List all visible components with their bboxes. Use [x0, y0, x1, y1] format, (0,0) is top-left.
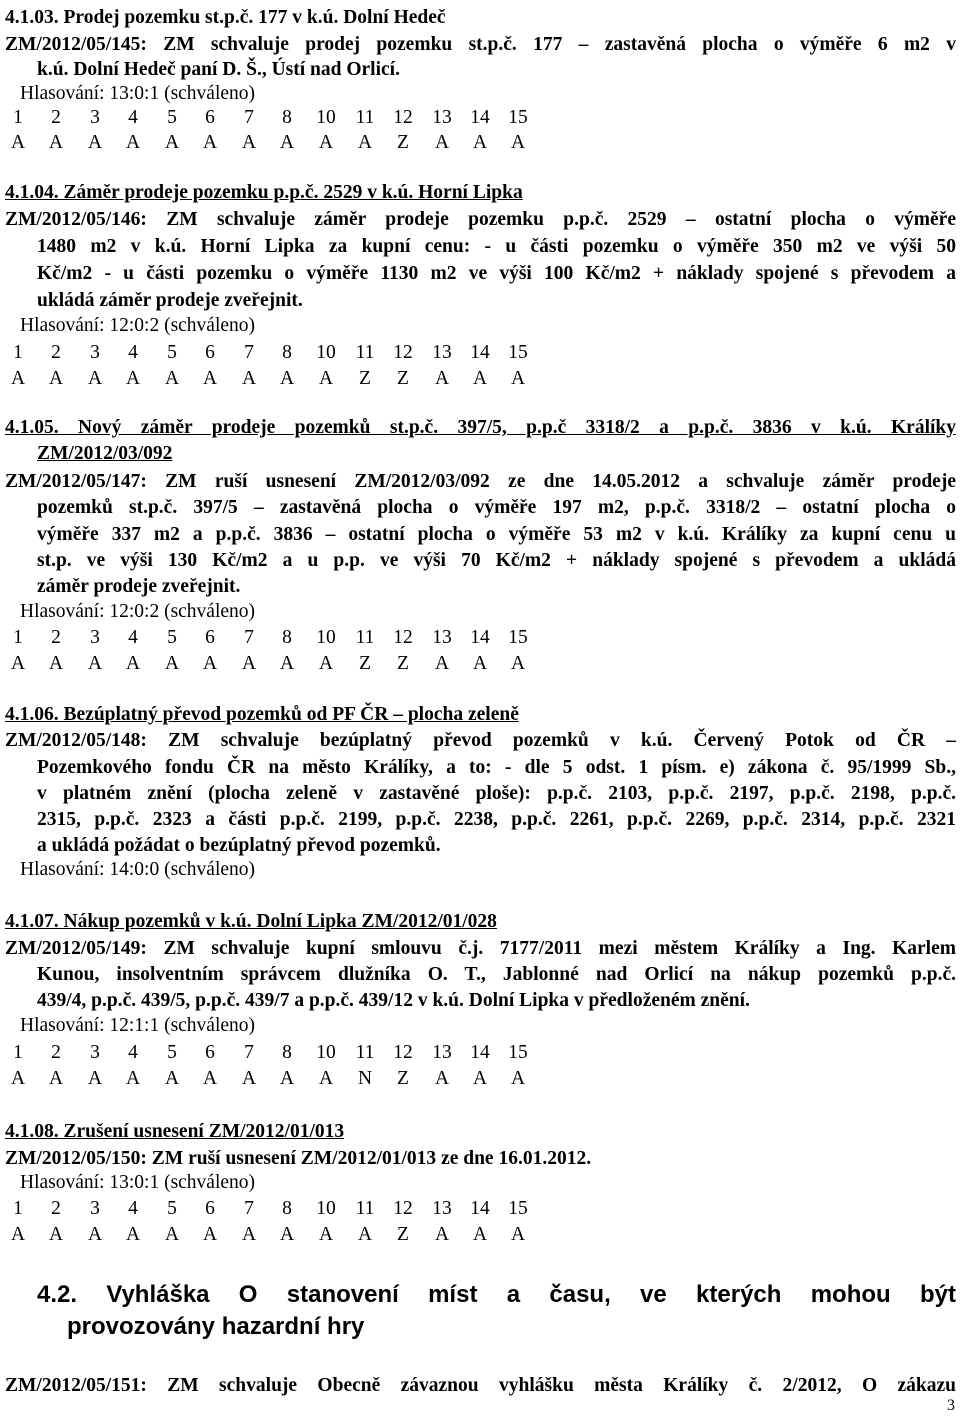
vote-value: A	[48, 368, 64, 389]
vote-member-number: 8	[282, 107, 292, 128]
resolution-line: k.ú. Dolní Hedeč paní D. Š., Ústí nad Orlicí.	[37, 59, 400, 80]
vote-value: Z	[397, 1068, 409, 1089]
vote-value: A	[472, 1068, 488, 1089]
resolution-line: 2315, p.p.č. 2323 a části p.p.č. 2199, p.p.č. 2238, p.p.č. 2261, p.p.č. 2269, p.p.č. 2314, p.p.č. 2321	[37, 809, 956, 830]
vote-member-number: 2	[51, 342, 61, 363]
vote-value: A	[87, 653, 103, 674]
vote-member-number: 6	[205, 627, 215, 648]
section-heading-4-2: 4.2. Vyhláška O stanovení míst a času, ve kterých mohou být	[37, 1281, 956, 1308]
vote-member-number: 11	[355, 107, 375, 128]
vote-value: A	[48, 132, 64, 153]
vote-member-number: 12	[393, 1042, 413, 1063]
vote-member-number: 6	[205, 1198, 215, 1219]
vote-member-number: 8	[282, 627, 292, 648]
vote-member-number: 11	[355, 342, 375, 363]
vote-value: A	[10, 1068, 26, 1089]
vote-member-number: 15	[508, 107, 528, 128]
vote-value: A	[434, 1224, 450, 1245]
vote-member-number: 3	[90, 1198, 100, 1219]
vote-value: Z	[359, 653, 371, 674]
vote-member-number: 7	[244, 107, 254, 128]
resolution-line: v platném znění (plocha zeleně v zastavěné ploše): p.p.č. 2103, p.p.č. 2197, p.p.č. 2198, p.p.č.	[37, 783, 956, 804]
vote-member-number: 6	[205, 107, 215, 128]
vote-member-number: 3	[90, 342, 100, 363]
vote-value: A	[48, 1224, 64, 1245]
vote-value: A	[125, 653, 141, 674]
resolution-line: ukládá záměr prodeje zveřejnit.	[37, 290, 303, 311]
vote-value: A	[10, 368, 26, 389]
vote-value: A	[87, 132, 103, 153]
vote-member-number: 4	[128, 1198, 138, 1219]
vote-value: A	[318, 653, 334, 674]
vote-value: A	[510, 1068, 526, 1089]
vote-member-number: 10	[316, 342, 336, 363]
vote-member-number: 14	[470, 1042, 490, 1063]
resolution-line: 439/4, p.p.č. 439/5, p.p.č. 439/7 a p.p.č. 439/12 v k.ú. Dolní Lipka v předloženém znění.	[37, 990, 750, 1011]
vote-member-number: 2	[51, 107, 61, 128]
vote-value: A	[87, 1068, 103, 1089]
vote-value: A	[164, 1224, 180, 1245]
section-heading-4-1-05: 4.1.05. Nový záměr prodeje pozemků st.p.č. 397/5, p.p.č 3318/2 a p.p.č. 3836 v k.ú. Králíky	[5, 417, 956, 438]
resolution-line: Kč/m2 - u části pozemku o výměře 1130 m2 ve výši 100 Kč/m2 + náklady spojené s převodem a	[37, 263, 956, 284]
vote-member-number: 11	[355, 1042, 375, 1063]
vote-value: A	[10, 653, 26, 674]
vote-member-number: 2	[51, 1042, 61, 1063]
section-heading-4-2-continued: provozovány hazardní hry	[67, 1313, 365, 1340]
vote-value: A	[48, 653, 64, 674]
vote-value: A	[202, 368, 218, 389]
vote-member-number: 7	[244, 1042, 254, 1063]
resolution-line: Kunou, insolventním správcem dlužníka O. T., Jablonné nad Orlicí na nákup pozemků p.p.č.	[37, 964, 956, 985]
vote-value: A	[202, 1224, 218, 1245]
vote-value: A	[472, 132, 488, 153]
vote-value: A	[434, 368, 450, 389]
vote-member-number: 1	[13, 1198, 23, 1219]
vote-value: A	[241, 132, 257, 153]
vote-value: A	[318, 368, 334, 389]
vote-member-number: 1	[13, 627, 23, 648]
vote-member-number: 1	[13, 342, 23, 363]
vote-member-number: 4	[128, 1042, 138, 1063]
vote-value: A	[87, 1224, 103, 1245]
vote-member-number: 5	[167, 627, 177, 648]
vote-member-number: 11	[355, 627, 375, 648]
vote-member-number: 10	[316, 627, 336, 648]
vote-value: A	[434, 653, 450, 674]
vote-result: Hlasování: 13:0:1 (schváleno)	[20, 83, 256, 104]
vote-result: Hlasování: 12:0:2 (schváleno)	[20, 315, 256, 336]
vote-value: A	[241, 1068, 257, 1089]
vote-value: A	[164, 1068, 180, 1089]
vote-value: A	[10, 1224, 26, 1245]
vote-value: A	[164, 132, 180, 153]
vote-member-number: 8	[282, 1042, 292, 1063]
vote-value: A	[279, 132, 295, 153]
vote-member-number: 15	[508, 1042, 528, 1063]
vote-value: A	[241, 653, 257, 674]
resolution-line: Pozemkového fondu ČR na město Králíky, a to: - dle 5 odst. 1 písm. e) zákona č. 95/1999 Sb.,	[37, 757, 956, 778]
vote-value: A	[357, 132, 373, 153]
vote-member-number: 12	[393, 1198, 413, 1219]
vote-result: Hlasování: 12:1:1 (schváleno)	[20, 1015, 256, 1036]
section-heading-4-1-08: 4.1.08. Zrušení usnesení ZM/2012/01/013	[5, 1121, 345, 1142]
vote-value: A	[87, 368, 103, 389]
vote-value: A	[434, 132, 450, 153]
vote-value: Z	[397, 132, 409, 153]
vote-member-number: 6	[205, 1042, 215, 1063]
resolution-line: ZM/2012/05/147: ZM ruší usnesení ZM/2012/03/092 ze dne 14.05.2012 a schvaluje záměr prodeje	[5, 471, 956, 492]
vote-member-number: 10	[316, 107, 336, 128]
vote-member-number: 3	[90, 1042, 100, 1063]
vote-value: A	[125, 1224, 141, 1245]
vote-value: A	[472, 653, 488, 674]
vote-member-number: 6	[205, 342, 215, 363]
vote-value: A	[510, 132, 526, 153]
vote-member-number: 1	[13, 1042, 23, 1063]
vote-member-number: 5	[167, 1198, 177, 1219]
vote-value: A	[510, 1224, 526, 1245]
vote-value: A	[472, 1224, 488, 1245]
vote-value: A	[125, 132, 141, 153]
resolution-line: 1480 m2 v k.ú. Horní Lipka za kupní cenu: - u části pozemku o výměře 350 m2 ve výši 50	[37, 236, 956, 257]
vote-member-number: 13	[432, 342, 452, 363]
vote-value: A	[202, 653, 218, 674]
vote-member-number: 14	[470, 342, 490, 363]
vote-value: A	[434, 1068, 450, 1089]
vote-value: A	[279, 653, 295, 674]
vote-value: A	[279, 368, 295, 389]
vote-member-number: 13	[432, 107, 452, 128]
resolution-line: a ukládá požádat o bezúplatný převod pozemků.	[37, 835, 441, 856]
resolution-line: ZM/2012/05/148: ZM schvaluje bezúplatný převod pozemků v k.ú. Červený Potok od ČR –	[5, 730, 956, 751]
resolution-line: ZM/2012/05/146: ZM schvaluje záměr prodeje pozemku p.p.č. 2529 – ostatní plocha o výměře	[5, 209, 956, 230]
vote-member-number: 4	[128, 342, 138, 363]
vote-result: Hlasování: 13:0:1 (schváleno)	[20, 1172, 256, 1193]
vote-value: A	[318, 1068, 334, 1089]
vote-member-number: 8	[282, 342, 292, 363]
vote-member-number: 4	[128, 107, 138, 128]
vote-member-number: 5	[167, 342, 177, 363]
vote-value: A	[472, 368, 488, 389]
page-number: 3	[947, 1397, 955, 1414]
vote-member-number: 1	[13, 107, 23, 128]
vote-value: A	[510, 368, 526, 389]
vote-value: A	[357, 1224, 373, 1245]
resolution-line: st.p. ve výši 130 Kč/m2 a u p.p. ve výši 70 Kč/m2 + náklady spojené s převodem a ukládá	[37, 550, 956, 571]
vote-member-number: 15	[508, 342, 528, 363]
resolution-line: ZM/2012/05/150: ZM ruší usnesení ZM/2012/01/013 ze dne 16.01.2012.	[5, 1148, 592, 1169]
vote-value: A	[279, 1068, 295, 1089]
section-heading-4-1-07: 4.1.07. Nákup pozemků v k.ú. Dolní Lipka ZM/2012/01/028	[5, 911, 497, 932]
vote-member-number: 7	[244, 1198, 254, 1219]
vote-member-number: 7	[244, 342, 254, 363]
vote-member-number: 13	[432, 1198, 452, 1219]
vote-value: A	[125, 368, 141, 389]
vote-member-number: 4	[128, 627, 138, 648]
vote-value: Z	[359, 368, 371, 389]
vote-member-number: 2	[51, 1198, 61, 1219]
vote-value: A	[202, 132, 218, 153]
vote-member-number: 11	[355, 1198, 375, 1219]
vote-member-number: 10	[316, 1042, 336, 1063]
vote-value: A	[125, 1068, 141, 1089]
vote-value: Z	[397, 653, 409, 674]
vote-value: A	[241, 1224, 257, 1245]
section-heading-4-1-04: 4.1.04. Záměr prodeje pozemku p.p.č. 2529 v k.ú. Horní Lipka	[5, 182, 523, 203]
vote-value: A	[241, 368, 257, 389]
vote-member-number: 14	[470, 1198, 490, 1219]
vote-value: A	[510, 653, 526, 674]
vote-value: Z	[397, 368, 409, 389]
vote-value: A	[164, 653, 180, 674]
resolution-line: záměr prodeje zveřejnit.	[37, 576, 241, 597]
vote-result: Hlasování: 14:0:0 (schváleno)	[20, 859, 256, 880]
vote-value: A	[48, 1068, 64, 1089]
vote-value: Z	[397, 1224, 409, 1245]
vote-value: N	[357, 1068, 373, 1089]
vote-value: A	[279, 1224, 295, 1245]
section-heading-continued: ZM/2012/03/092	[37, 443, 173, 464]
vote-member-number: 5	[167, 1042, 177, 1063]
vote-member-number: 7	[244, 627, 254, 648]
vote-member-number: 2	[51, 627, 61, 648]
vote-member-number: 13	[432, 627, 452, 648]
section-heading-4-1-03: 4.1.03. Prodej pozemku st.p.č. 177 v k.ú. Dolní Hedeč	[5, 7, 446, 28]
resolution-line: ZM/2012/05/151: ZM schvaluje Obecně závaznou vyhlášku města Králíky č. 2/2012, O zákazu	[5, 1375, 956, 1396]
vote-member-number: 12	[393, 107, 413, 128]
section-heading-4-1-06: 4.1.06. Bezúplatný převod pozemků od PF ČR – plocha zeleně	[5, 704, 519, 725]
vote-value: A	[164, 368, 180, 389]
vote-member-number: 12	[393, 342, 413, 363]
vote-member-number: 15	[508, 1198, 528, 1219]
vote-value: A	[202, 1068, 218, 1089]
resolution-line: pozemků st.p.č. 397/5 – zastavěná plocha o výměře 197 m2, p.p.č. 3318/2 – ostatní plocha o	[37, 497, 956, 518]
vote-member-number: 5	[167, 107, 177, 128]
vote-member-number: 15	[508, 627, 528, 648]
vote-member-number: 14	[470, 627, 490, 648]
vote-value: A	[318, 132, 334, 153]
vote-member-number: 10	[316, 1198, 336, 1219]
resolution-line: ZM/2012/05/149: ZM schvaluje kupní smlouvu č.j. 7177/2011 mezi městem Králíky a Ing. Karlem	[5, 938, 956, 959]
vote-value: A	[10, 132, 26, 153]
vote-member-number: 3	[90, 107, 100, 128]
vote-member-number: 13	[432, 1042, 452, 1063]
vote-member-number: 3	[90, 627, 100, 648]
resolution-line: ZM/2012/05/145: ZM schvaluje prodej pozemku st.p.č. 177 – zastavěná plocha o výměře 6 m2 v	[5, 34, 956, 55]
vote-value: A	[318, 1224, 334, 1245]
vote-member-number: 14	[470, 107, 490, 128]
resolution-line: výměře 337 m2 a p.p.č. 3836 – ostatní plocha o výměře 53 m2 v k.ú. Králíky za kupní cenu u	[37, 524, 956, 545]
vote-result: Hlasování: 12:0:2 (schváleno)	[20, 601, 256, 622]
vote-member-number: 8	[282, 1198, 292, 1219]
vote-member-number: 12	[393, 627, 413, 648]
